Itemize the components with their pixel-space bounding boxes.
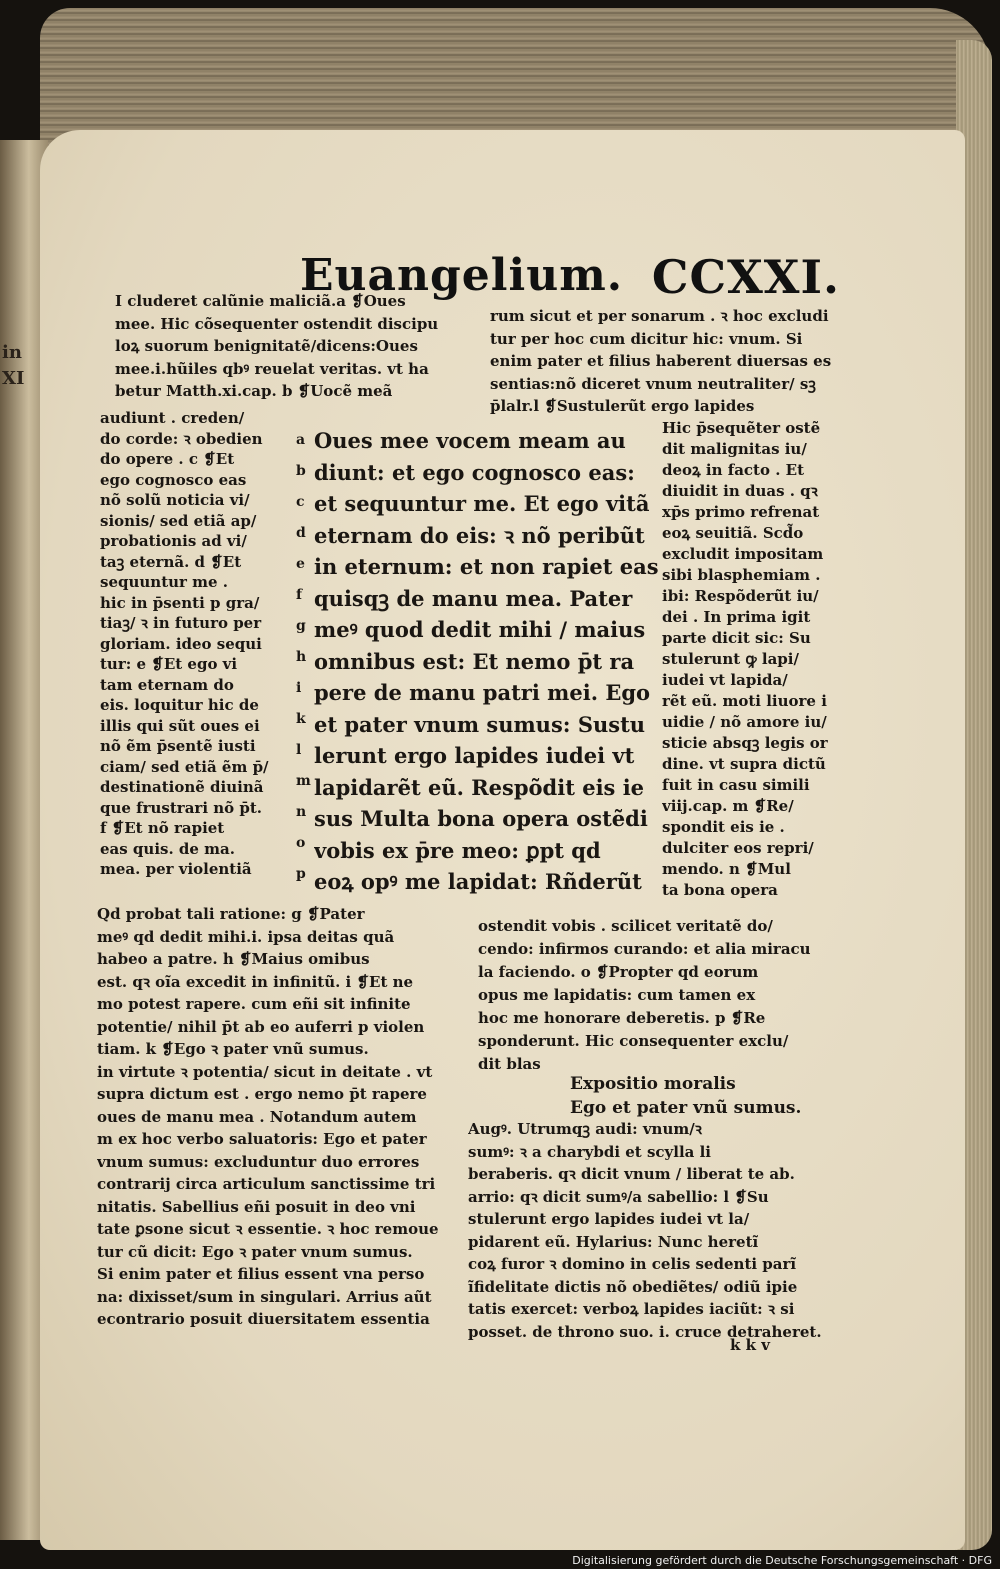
signature-mark: k k v (730, 1336, 770, 1354)
comm-bottom-right-b-line: tatis exercet: verboꝝ lapides iaciũt: ꝛ si (468, 1300, 795, 1318)
comm-bottom-left-line: tiam. k ❡Ego ꝛ pater vnũ sumus. (97, 1040, 369, 1058)
comm-left-top-line: I cluderet calũnie maliciã.a ❡Oues (115, 292, 406, 310)
comm-left-narrow-line: audiunt . creden/ (100, 409, 245, 427)
main-letters-line: d (296, 525, 306, 541)
main-text-line: lerunt ergo lapides iudei vt (314, 743, 635, 768)
comm-right-narrow-line: dulciter eos repri/ (662, 839, 814, 857)
comm-right-narrow-line: fuit in casu simili (662, 776, 810, 794)
comm-left-narrow-line: tur: e ❡Et ego vi (100, 655, 238, 673)
expositio-line: Expositio moralis (570, 1074, 736, 1094)
commentary-bottom-left (97, 903, 477, 1331)
main-letters-line: k (296, 711, 306, 727)
comm-bottom-left-line: habeo a patre. h ❡Maius omibus (97, 950, 370, 968)
comm-left-narrow-line: nõ ẽm p̄sentẽ iusti (100, 737, 256, 755)
comm-right-narrow-line: stulerunt ꝙ lapi/ (662, 650, 799, 668)
comm-left-narrow-line: destinationẽ diuinã (100, 778, 264, 796)
main-text-line: diunt: et ego cognosco eas: (314, 459, 635, 485)
main-letters-line: n (296, 804, 307, 820)
comm-bottom-left-line: econtrario posuit diuersitatem essentia (97, 1310, 430, 1328)
comm-right-top-line: p̄lalr.l ❡Sustulerũt ergo lapides (490, 397, 755, 415)
comm-right-narrow-line: uidie / nõ amore iu/ (662, 713, 827, 731)
comm-left-narrow-line: ego cognosco eas (100, 470, 247, 489)
comm-left-narrow-line: mea. per violentiã (100, 860, 252, 878)
comm-bottom-left-line: mo potest rapere. cum eñi sit infinite (97, 995, 411, 1013)
comm-bottom-right-b-line: arrio: qꝛ dicit sumꝰ/a sabellio: l ❡Su (468, 1187, 769, 1206)
comm-left-top-line: betur Matth.xi.cap. b ❡Uocẽ meã (115, 382, 393, 400)
comm-bottom-right-b-line: Augꝰ. Utrumqꝫ audi: vnum/ꝛ (468, 1120, 702, 1138)
comm-bottom-left-line: meꝰ qd dedit mihi.i. ipsa deitas quã (97, 927, 395, 946)
main-letters-line: b (296, 463, 306, 479)
main-text-line: sus Multa bona opera ostẽdi (314, 806, 648, 831)
comm-bottom-left-line: na: dixisset/sum in singulari. Arrius aũt (97, 1287, 432, 1306)
comm-right-narrow-line: xp̄s primo refrenat (662, 503, 820, 521)
comm-bottom-right-b-line: stulerunt ergo lapides iudei vt la/ (468, 1210, 750, 1228)
commentary-left-narrow (100, 408, 295, 880)
comm-right-top-line: tur per hoc cum dicitur hic: vnum. Si (490, 329, 803, 348)
main-text-line: et sequuntur me. Et ego vitã (314, 491, 650, 516)
comm-right-narrow-line: Hic p̄sequẽter ostẽ (662, 419, 821, 437)
comm-left-narrow-line: tiaꝫ/ ꝛ in futuro per (100, 614, 262, 632)
comm-left-narrow-line: gloriam. ideo sequi (100, 634, 262, 653)
comm-bottom-left-line: est. qꝛ oĩa excedit in infinitũ. i ❡Et ne (97, 972, 414, 991)
comm-left-narrow-line: taꝫ eternã. d ❡Et (100, 552, 242, 571)
main-text-line: eoꝝ opꝰ me lapidat: Rñderũt (314, 869, 642, 894)
main-text-line: omnibus est: Et nemo p̄t ra (314, 648, 635, 674)
comm-left-narrow-line: ciam/ sed etiã ẽm p̄/ (100, 757, 269, 776)
comm-right-narrow-line: sticie absqꝫ legis or (662, 734, 828, 752)
commentary-bottom-right (478, 915, 848, 1076)
comm-bottom-left-line: Si enim pater et filius essent vna perso (97, 1265, 425, 1283)
comm-bottom-left-line: nitatis. Sabellius eñi posuit in deo vni (97, 1197, 416, 1216)
comm-bottom-left-line: oues de manu mea . Notandum autem (97, 1107, 417, 1126)
comm-bottom-right-a-line: cendo: infirmos curando: et alia miracu (478, 940, 811, 958)
comm-left-narrow-line: sequuntur me . (100, 573, 229, 591)
comm-bottom-right-a-line: ostendit vobis . scilicet veritatẽ do/ (478, 917, 773, 935)
comm-right-narrow-line: viij.cap. m ❡Re/ (662, 797, 794, 815)
comm-right-narrow-line: dine. vt supra dictũ (662, 755, 826, 773)
commentary-right-top (490, 305, 860, 418)
comm-right-narrow-line: diuidit in duas . qꝛ (662, 482, 818, 500)
comm-right-narrow-line: rẽt eũ. moti liuore i (662, 692, 827, 710)
comm-right-narrow-line: parte dicit sic: Su (662, 629, 811, 647)
comm-left-narrow-line: nõ solũ noticia vi/ (100, 491, 250, 509)
comm-bottom-right-a-line: opus me lapidatis: cum tamen ex (478, 986, 756, 1004)
comm-right-narrow-line: ibi: Respõderũt iu/ (662, 587, 819, 605)
comm-right-top-line: rum sicut et per sonarum . ꝛ hoc excludi (490, 307, 829, 325)
main-text-line: lapidarẽt eũ. Respõdit eis ie (314, 774, 645, 800)
main-text-line: quisqꝫ de manu mea. Pater (314, 585, 633, 611)
comm-right-narrow-line: ta bona opera (662, 881, 778, 899)
comm-bottom-right-a-line: hoc me honorare deberetis. p ❡Re (478, 1009, 766, 1027)
comm-right-narrow-line: iudei vt lapida/ (662, 671, 788, 689)
comm-right-top-line: sentias:nõ diceret vnum neutraliter/ sꝫ (490, 374, 816, 393)
comm-right-narrow-line: eoꝝ seuitiã. Scd̃o (662, 524, 804, 542)
comm-bottom-right-a-line: sponderunt. Hic consequenter exclu/ (478, 1032, 789, 1050)
comm-left-top-line: loꝝ suorum benignitatẽ/dicens:Oues (115, 337, 418, 355)
main-letters-line: m (296, 773, 311, 789)
comm-left-narrow-line: illis qui sũt oues ei (100, 716, 260, 735)
commentary-bottom-right-moral (468, 1118, 848, 1343)
comm-left-narrow-line: que frustrari nõ p̄t. (100, 798, 263, 817)
comm-right-narrow-line: spondit eis ie . (662, 818, 785, 836)
main-text-line: in eternum: et non rapiet eas (314, 554, 659, 579)
comm-left-narrow-line: do corde: ꝛ obedien (100, 429, 263, 448)
comm-bottom-left-line: in virtute ꝛ potentia/ sicut in deitate . vt (97, 1062, 433, 1081)
comm-left-narrow-line: eas quis. de ma. (100, 839, 235, 858)
main-letters-line: g (296, 618, 306, 634)
comm-bottom-left-line: tate ꝑsone sicut ꝛ essentie. ꝛ hoc remoue (97, 1220, 439, 1238)
comm-left-narrow-line: f ❡Et nõ rapiet (100, 819, 225, 837)
comm-bottom-right-a-line: dit blas (478, 1055, 541, 1073)
comm-bottom-left-line: tur cũ dicit: Ego ꝛ pater vnum sumus. (97, 1242, 413, 1261)
comm-right-narrow-line: deoꝝ in facto . Et (662, 461, 805, 479)
gloss-reference-letters (296, 425, 314, 890)
expositio-line: Ego et pater vnũ sumus. (570, 1098, 802, 1118)
main-letters-line: e (296, 556, 305, 572)
comm-bottom-right-b-line: posset. de throno suo. i. cruce detraheret. (468, 1322, 822, 1341)
comm-bottom-right-b-line: coꝝ furor ꝛ domino in celis sedenti parĩ (468, 1255, 797, 1273)
footer-credit: Digitalisierung gefördert durch die Deutsche Forschungsgemeinschaft · DFG (572, 1554, 992, 1567)
main-text-line: et pater vnum sumus: Sustu (314, 711, 646, 737)
comm-bottom-left-line: potentie/ nihil p̄t ab eo auferri p violen (97, 1017, 425, 1036)
comm-right-top-line: enim pater et filius haberent diuersas es (490, 352, 832, 370)
comm-bottom-left-line: Qd probat tali ratione: g ❡Pater (97, 905, 365, 923)
comm-left-narrow-line: eis. loquitur hic de (100, 696, 259, 714)
comm-left-top-line: mee. Hic cõsequenter ostendit discipu (115, 314, 439, 333)
comm-right-narrow-line: sibi blasphemiam . (662, 566, 821, 584)
comm-right-narrow-line: dit malignitas iu/ (662, 440, 807, 458)
comm-bottom-right-b-line: ĩfidelitate dictis nõ obediẽtes/ odiũ ipie (468, 1277, 798, 1296)
main-letters-line: a (296, 432, 306, 448)
comm-bottom-right-a-line: la faciendo. o ❡Propter qd eorum (478, 963, 759, 981)
comm-left-narrow-line: probationis ad vi/ (100, 532, 247, 550)
comm-left-narrow-line: do opere . c ❡Et (100, 450, 235, 468)
comm-right-narrow-line: excludit impositam (662, 545, 824, 563)
left-page-text: in XI (2, 342, 25, 389)
main-letters-line: c (296, 494, 305, 510)
comm-left-narrow-line: tam eternam do (100, 675, 234, 694)
main-letters-line: i (296, 680, 302, 696)
page-title: Euangelium. (300, 250, 624, 301)
main-letters-line: h (296, 649, 307, 665)
comm-bottom-right-b-line: sumꝰ: ꝛ a charybdi et scylla li (468, 1142, 711, 1161)
comm-right-narrow-line: dei . In prima igit (662, 608, 811, 626)
main-letters-line: o (296, 835, 306, 851)
main-letters-line: p (296, 866, 306, 882)
commentary-right-narrow (662, 418, 852, 901)
main-text-line: vobis ex p̄re meo: ꝑpt qd (314, 837, 601, 863)
comm-left-narrow-line: sionis/ sed etiã ap/ (100, 511, 257, 530)
comm-bottom-right-b-line: beraberis. qꝛ dicit vnum / liberat te ab. (468, 1165, 795, 1183)
comm-bottom-left-line: vnum sumus: excluduntur duo errores (97, 1152, 420, 1171)
comm-right-narrow-line: mendo. n ❡Mul (662, 860, 791, 878)
main-letters-line: l (296, 742, 302, 758)
main-gospel-text (314, 425, 659, 898)
folio-number: CCXXI. (651, 250, 840, 304)
comm-bottom-left-line: m ex hoc verbo saluatoris: Ego et pater (97, 1130, 427, 1148)
comm-bottom-left-line: contrarij circa articulum sanctissime tri (97, 1175, 436, 1193)
expositio-moralis-heading (570, 1072, 850, 1120)
main-text-line: eternam do eis: ꝛ nõ peribũt (314, 522, 645, 548)
comm-left-narrow-line: hic in p̄senti p gra/ (100, 593, 260, 612)
comm-left-top-line: mee.i.hũiles qbꝰ reuelat veritas. vt ha (115, 359, 429, 378)
comm-bottom-right-b-line: pidarent eũ. Hylarius: Nunc heretĩ (468, 1232, 759, 1251)
main-text-line: pere de manu patri mei. Ego (314, 680, 651, 705)
main-text-line: meꝰ quod dedit mihi / maius (314, 617, 646, 642)
commentary-left-top (115, 290, 485, 403)
comm-bottom-left-line: supra dictum est . ergo nemo p̄t rapere (97, 1085, 427, 1103)
main-text-line: Oues mee vocem meam au (314, 428, 626, 453)
main-letters-line: f (296, 587, 303, 603)
